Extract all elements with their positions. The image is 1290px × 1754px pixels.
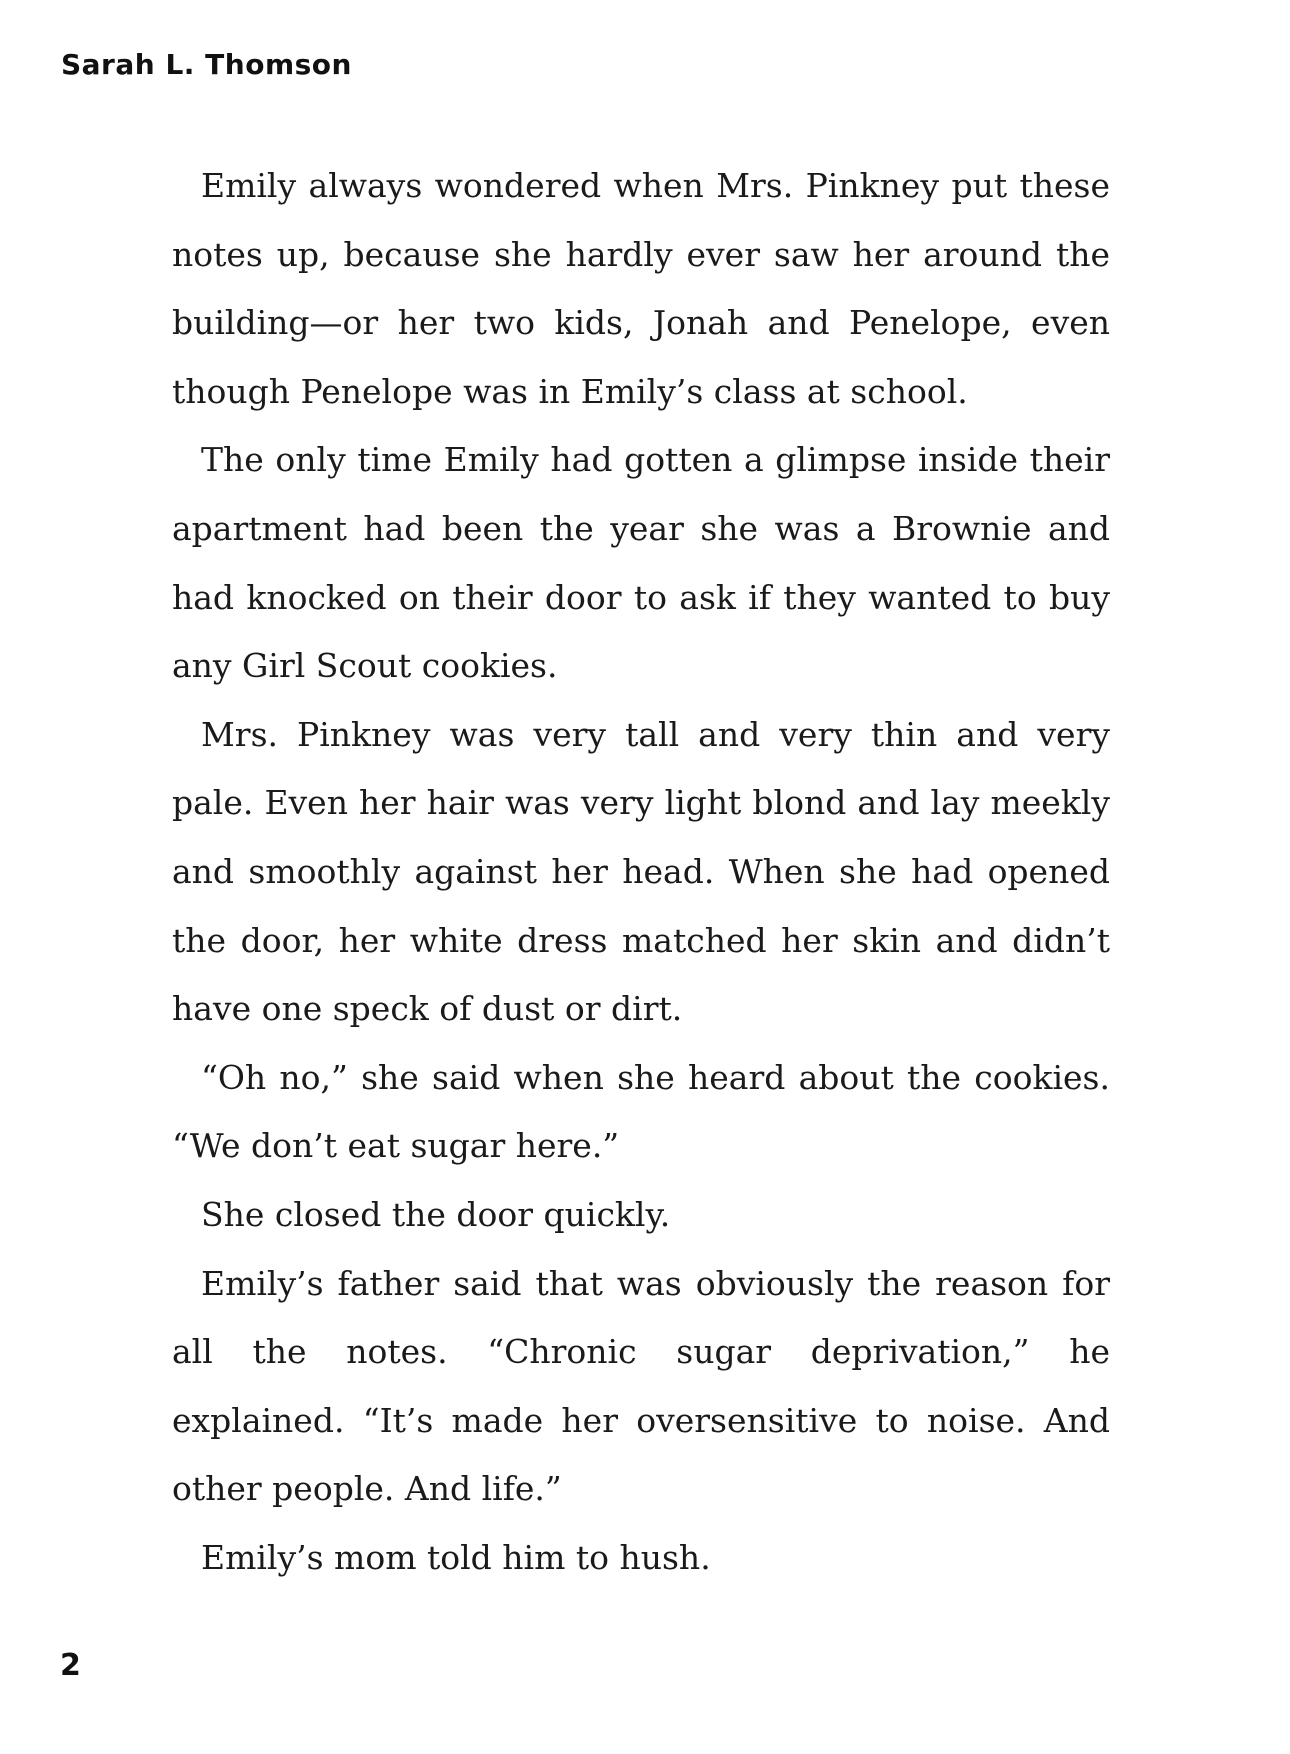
paragraph: The only time Emily had gotten a glimpse inside their apartment had been the year she was a Brownie and had knocked on their door to ask if they wanted to buy any Girl Scout cookies. bbox=[172, 440, 1110, 686]
paragraph: Mrs. Pinkney was very tall and very thin and very pale. Even her hair was very light blond and lay meekly and smoothly against her head. When she had opened the door, her white dress matched her skin and didn’t have one speck of dust or dirt. bbox=[172, 714, 1110, 1029]
paragraph: Emily’s father said that was obviously the reason for all the notes. “Chronic sugar deprivation,” he explained. “It’s made her oversensitive to noise. And other people. And life.” bbox=[172, 1263, 1110, 1509]
paragraph: Emily’s mom told him to hush. bbox=[201, 1537, 711, 1577]
body-text bbox=[172, 152, 1110, 1592]
paragraph: She closed the door quickly. bbox=[201, 1194, 671, 1234]
running-head-author: Sarah L. Thomson bbox=[61, 48, 352, 81]
page-number: 2 bbox=[60, 1648, 81, 1683]
paragraph: “Oh no,” she said when she heard about the cookies. “We don’t eat sugar here.” bbox=[172, 1057, 1110, 1166]
paragraph: Emily always wondered when Mrs. Pinkney put these notes up, because she hardly ever saw her around the building—or her two kids, Jonah and Penelope, even though Penelope was in Emily’s class at school. bbox=[172, 166, 1110, 411]
